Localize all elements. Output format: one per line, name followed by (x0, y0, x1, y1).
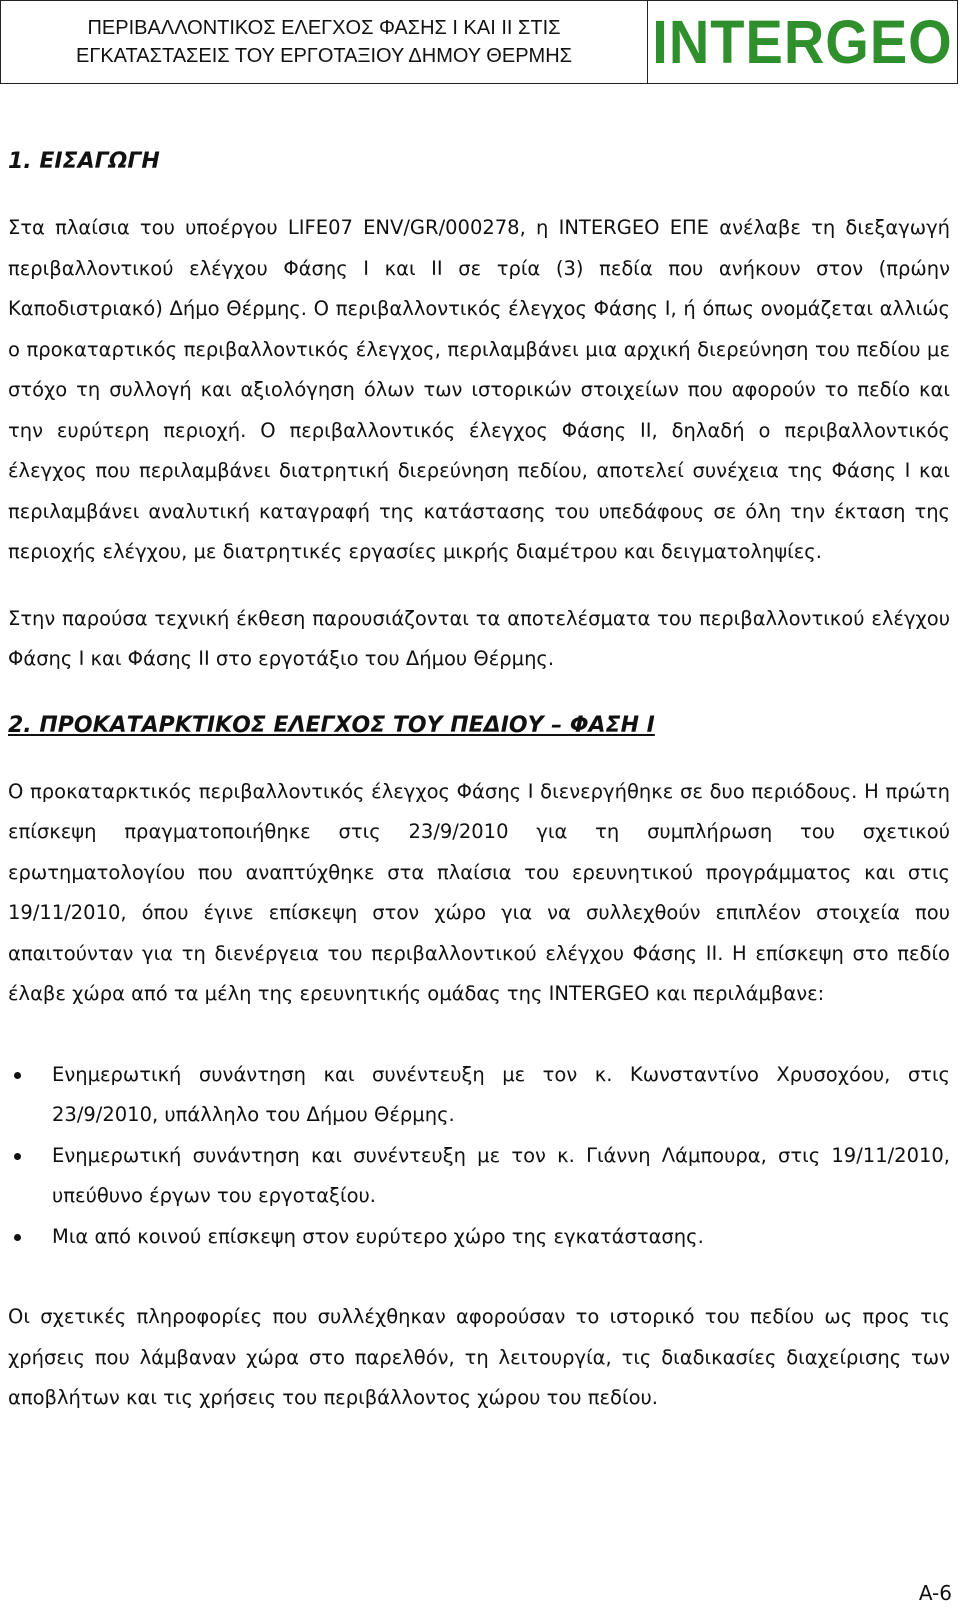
document-body (8, 142, 950, 1419)
logo-text: INTERGEO (652, 6, 953, 77)
intergeo-logo (648, 1, 957, 83)
section-1-paragraph-2: Στην παρούσα τεχνική έκθεση παρουσιάζονται τα αποτελέσματα του περιβαλλοντικού ελέγχου Φάσης Ι και Φάσης ΙΙ στο εργοτάξιο του Δήμου Θέρμης. (8, 606, 950, 670)
page-header (0, 0, 958, 84)
page-number: A-6 (918, 1581, 952, 1605)
bullet-icon (14, 1234, 21, 1241)
section-2-paragraph-1: Ο προκαταρκτικός περιβαλλοντικός έλεγχος Φάσης Ι διενεργήθηκε σε δυο περιόδους. Η πρώτη επίσκεψη πραγματοποιήθηκε στις 23/9/2010 για τη συμπλήρωση του σχετικού ερωτηματολογίου που αναπτύχθηκε στα πλαίσια του ερευνητικού προγράμματος και στις 19/11/2010, όπου έγινε επίσκεψη στον χώρο για να συλλεχθούν επιπλέον στοιχεία που απαιτούνταν για τη διενέργεια του περιβαλλοντικού ελέγχου Φάσης ΙΙ. Η επίσκεψη στο πεδίο έλαβε χώρα από τα μέλη της ερευνητικής ομάδας της INTERGEO και περιλάμβανε: (8, 779, 950, 1005)
bullet-icon (14, 1072, 21, 1079)
visit-activities-list (8, 1055, 950, 1258)
section-1-paragraph-1: Στα πλαίσια του υποέργου LIFE07 ENV/GR/000278, η INTERGEO ΕΠΕ ανέλαβε τη διεξαγωγή περιβαλλοντικού ελέγχου Φάσης Ι και ΙΙ σε τρία (3) πεδία που ανήκουν στον (πρώην Καποδιστριακό) Δήμο Θέρμης. Ο περιβαλλοντικός έλεγχος Φάσης Ι, ή όπως ονομάζεται αλλιώς ο προκαταρτικός περιβαλλοντικός έλεγχος, περιλαμβάνει μια αρχική διερεύνηση του πεδίου με στόχο τη συλλογή και αξιολόγηση όλων των ιστορικών στοιχείων που αφορούν το πεδίο και την ευρύτερη περιοχή. Ο περιβαλλοντικός έλεγχος Φάσης ΙΙ, δηλαδή ο περιβαλλοντικός έλεγχος που περιλαμβάνει διατρητική διερεύνηση πεδίου, αποτελεί συνέχεια της Φάσης Ι και περιλαμβάνει αναλυτική καταγραφή της κατάστασης του υπεδάφους σε όλη την έκταση της περιοχής ελέγχου, με διατρητικές εργασίες μικρής διαμέτρου και δειγματοληψίες. (8, 216, 950, 563)
section-2-heading (8, 706, 950, 746)
list-item: Μια από κοινού επίσκεψη στον ευρύτερο χώρο της εγκατάστασης. (8, 1217, 950, 1258)
section-2-heading-text: 2. ΠΡΟΚΑΤΑΡΚΤΙΚΟΣ ΕΛΕΓΧΟΣ ΤΟΥ ΠΕΔΙΟΥ – ΦΑΣΗ Ι (8, 712, 655, 738)
list-item: Ενημερωτική συνάντηση και συνέντευξη με τον κ. Κωνσταντίνο Χρυσοχόου, στις 23/9/2010, υπάλληλο του Δήμου Θέρμης. (8, 1055, 950, 1136)
document-title (1, 1, 648, 83)
bullet-icon (14, 1153, 21, 1160)
document-title-line-2: ΕΓΚΑΤΑΣΤΑΣΕΙΣ ΤΟΥ ΕΡΓΟΤΑΞΙΟΥ ΔΗΜΟΥ ΘΕΡΜΗΣ (75, 45, 572, 67)
document-title-line-1: ΠΕΡΙΒΑΛΛΟΝΤΙΚΟΣ ΕΛΕΓΧΟΣ ΦΑΣΗΣ Ι ΚΑΙ ΙΙ ΣΤΙΣ (87, 17, 561, 39)
list-item: Ενημερωτική συνάντηση και συνέντευξη με τον κ. Γιάννη Λάμπουρα, στις 19/11/2010, υπεύθυνο έργων του εργοταξίου. (8, 1136, 950, 1217)
section-2-paragraph-2: Οι σχετικές πληροφορίες που συλλέχθηκαν αφορούσαν το ιστορικό του πεδίου ως προς τις χρήσεις που λάμβαναν χώρα στο παρελθόν, τη λειτουργία, τις διαδικασίες διαχείρισης των αποβλήτων και τις χρήσεις του περιβάλλοντος χώρου του πεδίου. (8, 1305, 950, 1409)
section-1-heading-text: 1. ΕΙΣΑΓΩΓΗ (8, 149, 160, 174)
section-1-heading (8, 142, 950, 182)
